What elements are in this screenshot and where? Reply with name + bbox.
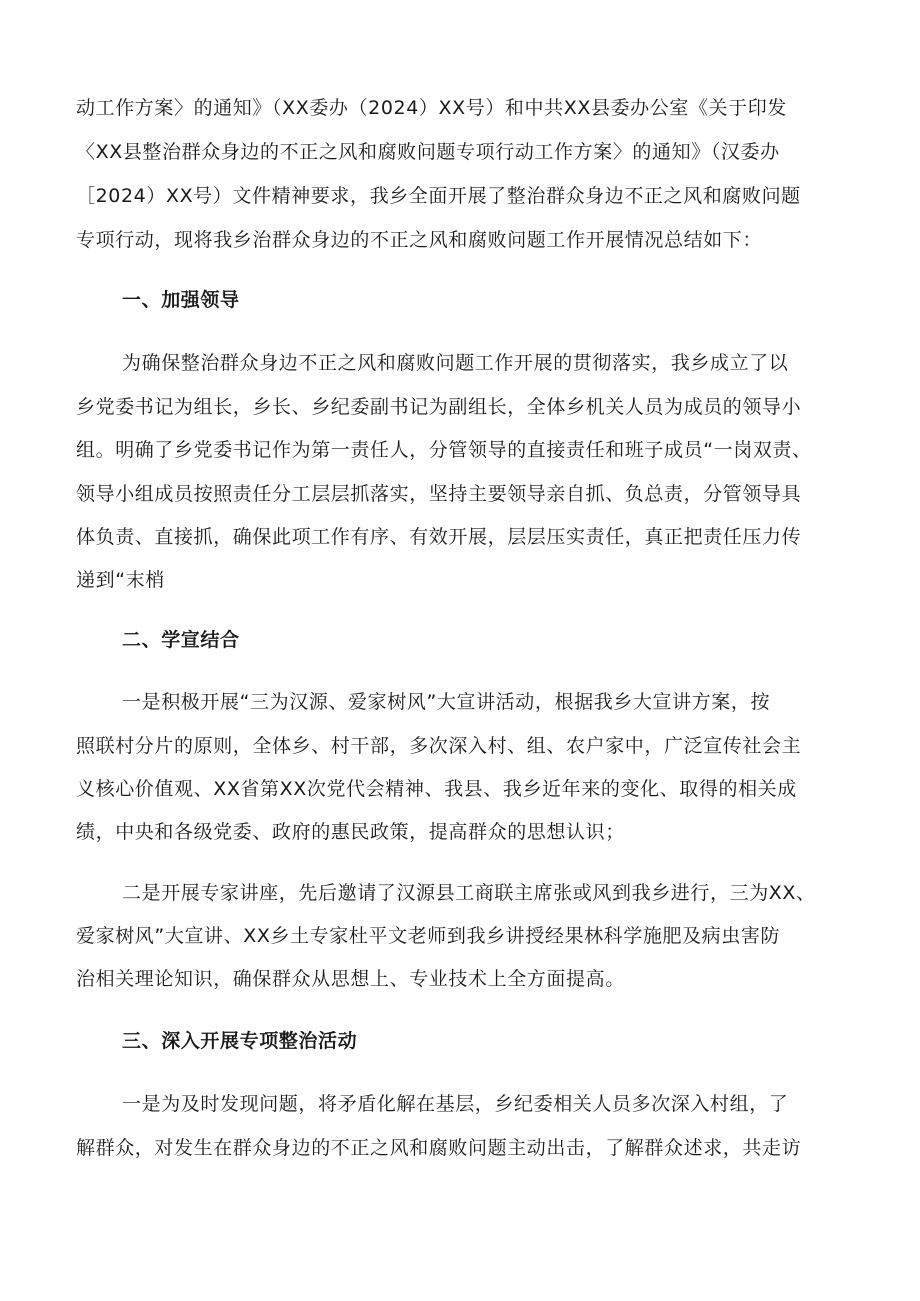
section-3-line-2: 解群众，对发生在群众身边的不正之风和腐败问题主动出击，了解群众述求，共走访 xyxy=(76,1137,802,1159)
section-1-line-3: 组。明确了乡党委书记作为第一责任人，分管领导的直接责任和班子成员“一岗双责、 xyxy=(76,439,812,461)
section-2-p1-line-1: 一是积极开展“三为汉源、爱家树风”大宣讲活动，根据我乡大宣讲方案，按 xyxy=(122,691,771,713)
section-2-heading: 二、学宣结合 xyxy=(122,629,240,651)
section-1-line-4: 领导小组成员按照责任分工层层抓落实，坚持主要领导亲自抓、负总责，分管领导具 xyxy=(76,483,802,505)
section-1-heading: 一、加强领导 xyxy=(122,289,240,311)
section-2-p1-line-2: 照联村分片的原则，全体乡、村干部，多次深入村、组、农户家中，广泛宣传社会主 xyxy=(76,735,802,757)
intro-line-3: ［2024）XX号）文件精神要求，我乡全面开展了整治群众身边不正之风和腐败问题 xyxy=(76,185,801,207)
section-2-p1-line-4: 绩，中央和各级党委、政府的惠民政策，提高群众的思想认识； xyxy=(76,821,625,843)
section-1-line-2: 乡党委书记为组长，乡长、乡纪委副书记为副组长，全体乡机关人员为成员的领导小 xyxy=(76,396,802,418)
intro-line-1: 动工作方案〉的通知》（XX委办（2024）XX号）和中共XX县委办公室《关于印发 xyxy=(76,97,787,119)
section-1-line-5: 体负责、直接抓，确保此项工作有序、有效开展，层层压实责任，真正把责任压力传 xyxy=(76,526,802,548)
section-2-p1-line-3: 义核心价值观、XX省第XX次党代会精神、我县、我乡近年来的变化、取得的相关成 xyxy=(76,778,797,800)
section-2-p2-line-3: 治相关理论知识，确保群众从思想上、专业技术上全方面提高。 xyxy=(76,968,625,990)
intro-line-2: 〈XX县整治群众身边的不正之风和腐败问题专项行动工作方案〉的通知》（汉委办 xyxy=(76,141,780,163)
section-1-line-1: 为确保整治群众身边不正之风和腐败问题工作开展的贯彻落实，我乡成立了以 xyxy=(122,352,789,374)
section-2-p2-line-1: 二是开展专家讲座，先后邀请了汉源县工商联主席张或风到我乡进行，三为XX、 xyxy=(122,882,816,904)
section-3-line-1: 一是为及时发现问题，将矛盾化解在基层，乡纪委相关人员多次深入村组，了 xyxy=(122,1093,789,1115)
section-2-p2-line-2: 爱家树风”大宣讲、XX乡土专家杜平文老师到我乡讲授经果林科学施肥及病虫害防 xyxy=(76,925,781,947)
intro-line-4: 专项行动，现将我乡治群众身边的不正之风和腐败问题工作开展情况总结如下： xyxy=(76,229,763,251)
section-3-heading: 三、深入开展专项整治活动 xyxy=(122,1030,358,1052)
section-1-line-6: 递到“末梢 xyxy=(76,569,165,591)
